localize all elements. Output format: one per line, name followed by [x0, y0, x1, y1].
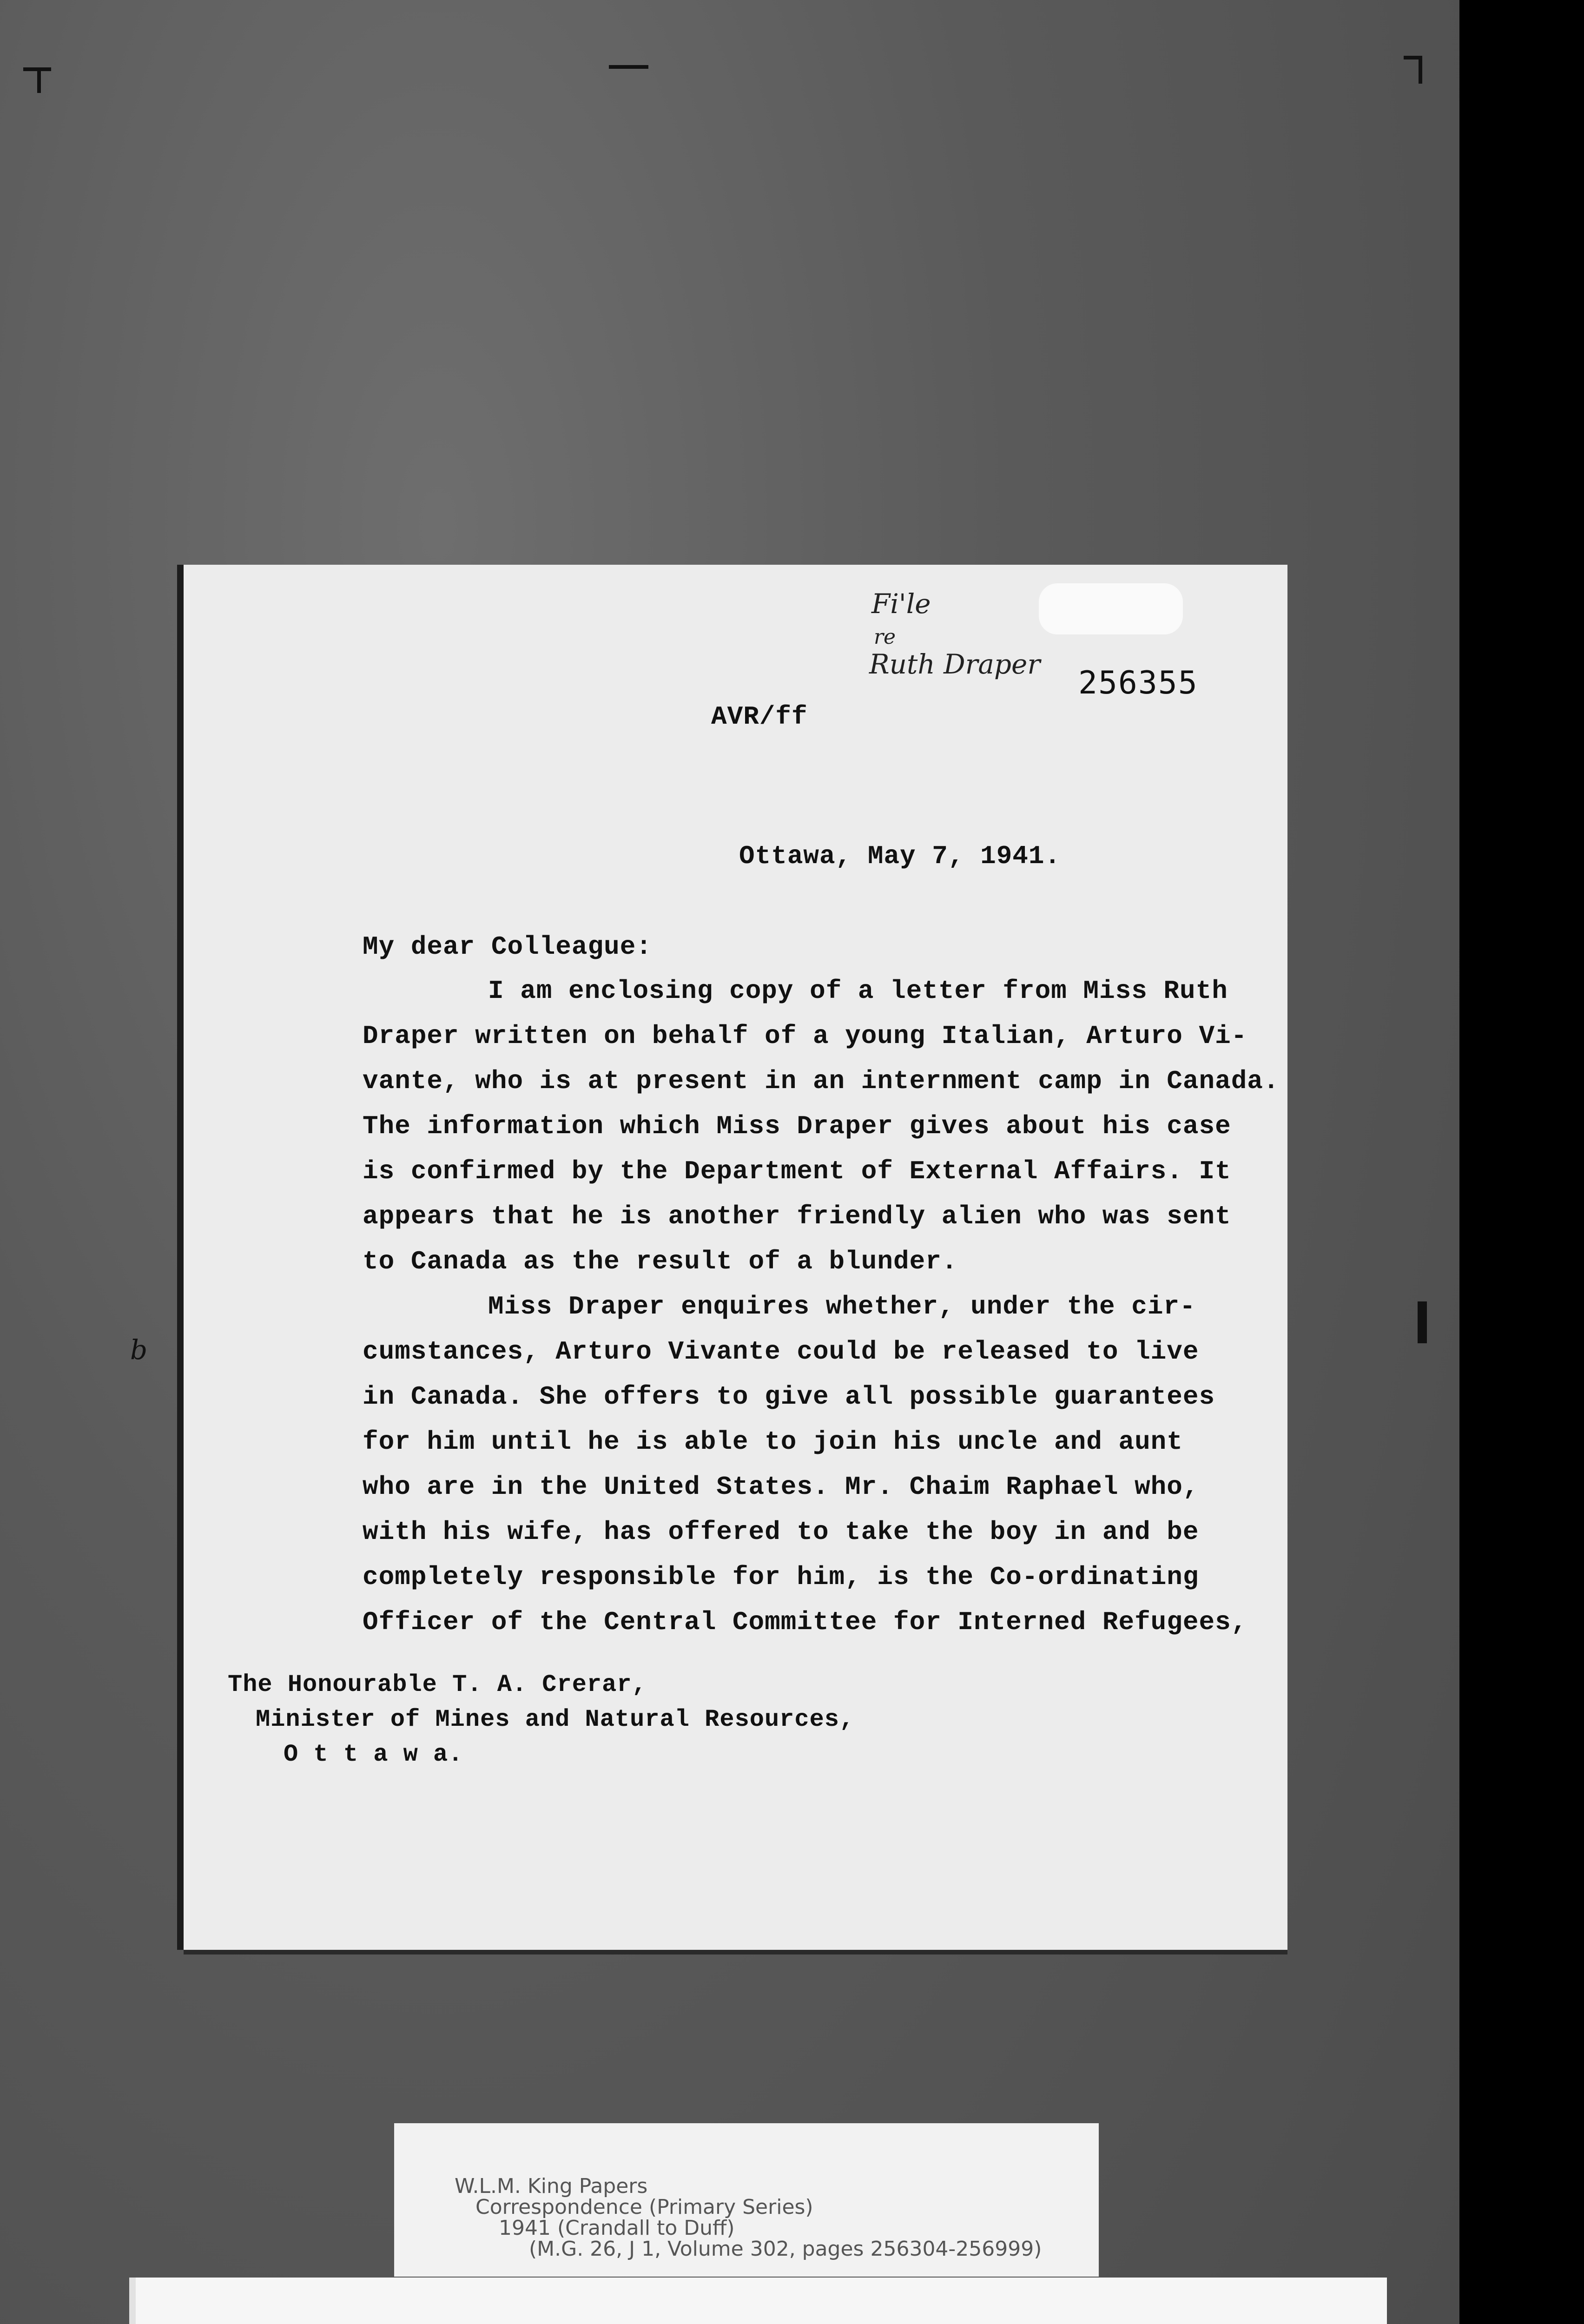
ref-line: W.L.M. King Papers [455, 2174, 648, 2198]
body-line: cumstances, Arturo Vivante could be released to live [363, 1337, 1199, 1367]
addressee-name: The Honourable T. A. Crerar, [228, 1671, 647, 1698]
ref-line: Correspondence (Primary Series) [475, 2195, 813, 2219]
handwritten-file-note: Fi'le [871, 588, 931, 620]
letter-page [184, 565, 1287, 1950]
archives-label [129, 2278, 1387, 2324]
salutation: My dear Colleague: [363, 932, 652, 962]
body-line: Miss Draper enquires whether, under the cir- [488, 1292, 1196, 1321]
body-line: The information which Miss Draper gives about his case [363, 1111, 1231, 1141]
body-line: in Canada. She offers to give all possible guarantees [363, 1382, 1215, 1412]
correction-whiteout [1039, 583, 1183, 634]
body-line: appears that he is another friendly alien who was sent [363, 1202, 1231, 1231]
corner-mark [37, 67, 41, 93]
film-edge [1459, 0, 1584, 2324]
margin-mark-b: b [130, 1334, 148, 1366]
body-line: for him until he is able to join his uncle and aunt [363, 1427, 1183, 1457]
body-line: with his wife, has offered to take the boy in and be [363, 1517, 1199, 1547]
body-line: I am enclosing copy of a letter from Miss Ruth [488, 976, 1228, 1006]
addressee-title: Minister of Mines and Natural Resources, [256, 1706, 855, 1733]
body-line: who are in the United States. Mr. Chaim Raphael who, [363, 1472, 1199, 1502]
body-line: to Canada as the result of a blunder. [363, 1247, 958, 1276]
corner-mark [609, 65, 648, 69]
date-line: Ottawa, May 7, 1941. [739, 841, 1061, 871]
body-line: Officer of the Central Committee for Interned Refugees, [363, 1607, 1247, 1637]
corner-mark [1419, 56, 1422, 84]
handwritten-name-note: Ruth Draper [869, 648, 1041, 680]
body-line: vante, who is at present in an internment camp in Canada. [363, 1066, 1280, 1096]
ref-line: 1941 (Crandall to Duff) [499, 2216, 735, 2240]
ref-line: (M.G. 26, J 1, Volume 302, pages 256304-256999) [529, 2237, 1042, 2261]
document-number: 256355 [1078, 665, 1198, 701]
corner-mark [1418, 1301, 1427, 1343]
body-line: Draper written on behalf of a young Italian, Arturo Vi- [363, 1021, 1247, 1051]
reference-card [394, 2123, 1099, 2277]
addressee-city: O t t a w a. [284, 1741, 463, 1768]
reference-initials: AVR/ff [711, 702, 808, 732]
body-line: is confirmed by the Department of External Affairs. It [363, 1156, 1231, 1186]
handwritten-re-note: re [874, 625, 896, 649]
body-line: completely responsible for him, is the Co-ordinating [363, 1562, 1199, 1592]
